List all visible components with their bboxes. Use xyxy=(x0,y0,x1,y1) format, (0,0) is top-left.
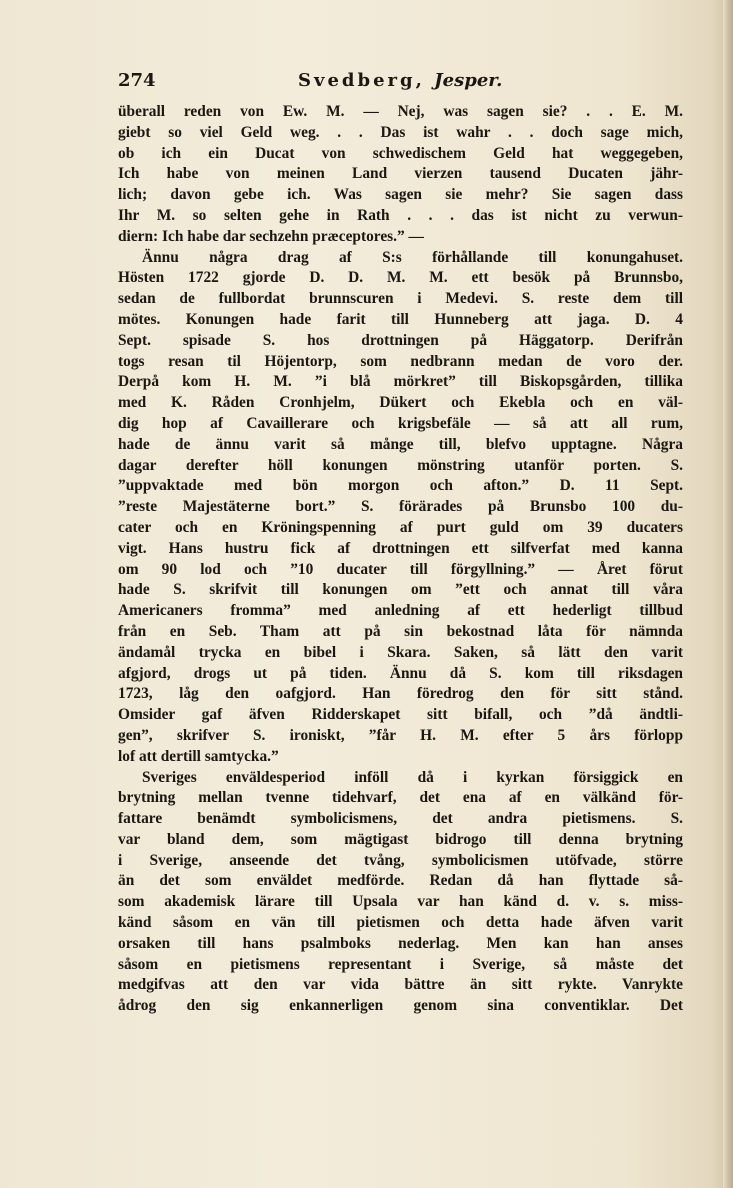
text-line: giebt so viel Geld weg. . . Das ist wahr . . doch sage mich, xyxy=(118,123,683,141)
running-head-subtitle: Jesper. xyxy=(434,70,503,91)
text-line: diern: Ich habe dar sechzehn præceptores.” — xyxy=(118,227,424,245)
text-line: dagar derefter höll konungen mönstring utanför porten. S. xyxy=(118,456,683,474)
text-line: med K. Råden Cronhjelm, Dükert och Ekebla och en väl- xyxy=(118,394,683,412)
text-line: Derpå kom H. M. ”i blå mörkret” till Biskopsgården, tillika xyxy=(118,373,683,391)
text-line: Americaners fromma” med anledning af ett hederligt tillbud xyxy=(118,602,683,620)
running-head-name: Svedberg, xyxy=(298,70,425,91)
page-number: 274 xyxy=(118,70,156,91)
page-header xyxy=(118,70,703,98)
text-line: hade S. skrifvit till konungen om ”ett och annat till våra xyxy=(118,581,683,599)
running-head xyxy=(298,70,502,91)
text-line: ändamål trycka en bibel i Skara. Saken, så lätt den varit xyxy=(118,643,683,661)
text-line: ob ich ein Ducat von schwedischem Geld hat weggegeben, xyxy=(118,144,683,162)
text-line: än det som enväldet medförde. Redan då han flyttade så- xyxy=(118,872,683,890)
text-line: 1723, låg den oafgjord. Han föredrog den för sitt stånd. xyxy=(118,685,683,703)
text-line: lich; davon gebe ich. Was sagen sie mehr? Sie sagen dass xyxy=(118,186,683,204)
text-line: brytning mellan tvenne tidehvarf, det ena af en välkänd för- xyxy=(118,789,683,807)
text-line: i Sverige, anseende det tvång, symbolicismen utöfvade, större xyxy=(118,851,683,869)
page-edge xyxy=(723,0,733,1188)
text-line: Ich habe von meinen Land vierzen tausend Ducaten jähr- xyxy=(118,165,683,183)
text-line: überall reden von Ew. M. — Nej, was sagen sie? . . E. M. xyxy=(118,103,683,120)
text-line: känd såsom en vän till pietismen och detta hade äfven varit xyxy=(118,914,683,932)
text-line: hade de ännu varit så månge till, blefvo upptagne. Några xyxy=(118,435,683,453)
text-line: Sept. spisade S. hos drottningen på Häggatorp. Derifrån xyxy=(118,331,683,349)
text-line: togs resan til Höjentorp, som nedbrann medan de voro der. xyxy=(118,352,683,370)
text-line: ”uppvaktade med bön morgon och afton.” D. 11 Sept. xyxy=(118,477,683,495)
text-line: dig hop af Cavaillerare och krigsbefäle — så att all rum, xyxy=(118,414,683,432)
text-line: gen”, skrifver S. ironiskt, ”får H. M. efter 5 års förlopp xyxy=(118,726,683,744)
text-line: sedan de fullbordat brunnscuren i Medevi. S. reste dem till xyxy=(118,290,683,308)
text-line: afgjord, drogs ut på tiden. Ännu då S. kom till riksdagen xyxy=(118,664,683,682)
text-line: mötes. Konungen hade farit till Hunneberg att jaga. D. 4 xyxy=(118,310,683,328)
text-line: lof att dertill samtycka.” xyxy=(118,747,279,765)
text-line: cater och en Kröningspenning af purt guld om 39 ducaters xyxy=(118,518,683,536)
text-line: från en Seb. Tham att på sin bekostnad låta för nämnda xyxy=(118,622,683,640)
text-line: fattare benämdt symbolicismens, det andra pietismens. S. xyxy=(118,810,683,828)
text-line: ”reste Majestäterne bort.” S. förärades på Brunsbo 100 du- xyxy=(118,498,683,516)
text-line: om 90 lod och ”10 ducater till förgyllning.” — Året förut xyxy=(118,560,683,578)
text-line: Sveriges enväldesperiod inföll då i kyrkan försiggick en xyxy=(142,768,683,786)
text-line: Ännu några drag af S:s förhållande till konungahuset. xyxy=(142,248,683,266)
text-line: vigt. Hans hustru fick af drottningen ett silfverfat med kanna xyxy=(118,539,683,557)
text-line: Hösten 1722 gjorde D. D. M. M. ett besök på Brunnsbo, xyxy=(118,269,683,287)
body-text xyxy=(118,102,683,1017)
text-line: var bland dem, som mägtigast bidrogo till denna brytning xyxy=(118,830,683,848)
text-line: såsom en pietismens representant i Sverige, så måste det xyxy=(118,955,683,973)
text-line: Ihr M. so selten gehe in Rath . . . das ist nicht zu verwun- xyxy=(118,206,683,224)
text-line: Omsider gaf äfven Ridderskapet sitt bifall, och ”då ändtli- xyxy=(118,706,683,724)
text-line: som akademisk lärare till Upsala var han känd d. v. s. miss- xyxy=(118,893,683,911)
text-line: orsaken till hans psalmboks nederlag. Men kan han anses xyxy=(118,934,683,952)
text-line: ådrog den sig enkannerligen genom sina conventiklar. Det xyxy=(118,997,683,1015)
text-line: medgifvas att den var vida bättre än sitt rykte. Vanrykte xyxy=(118,976,683,994)
